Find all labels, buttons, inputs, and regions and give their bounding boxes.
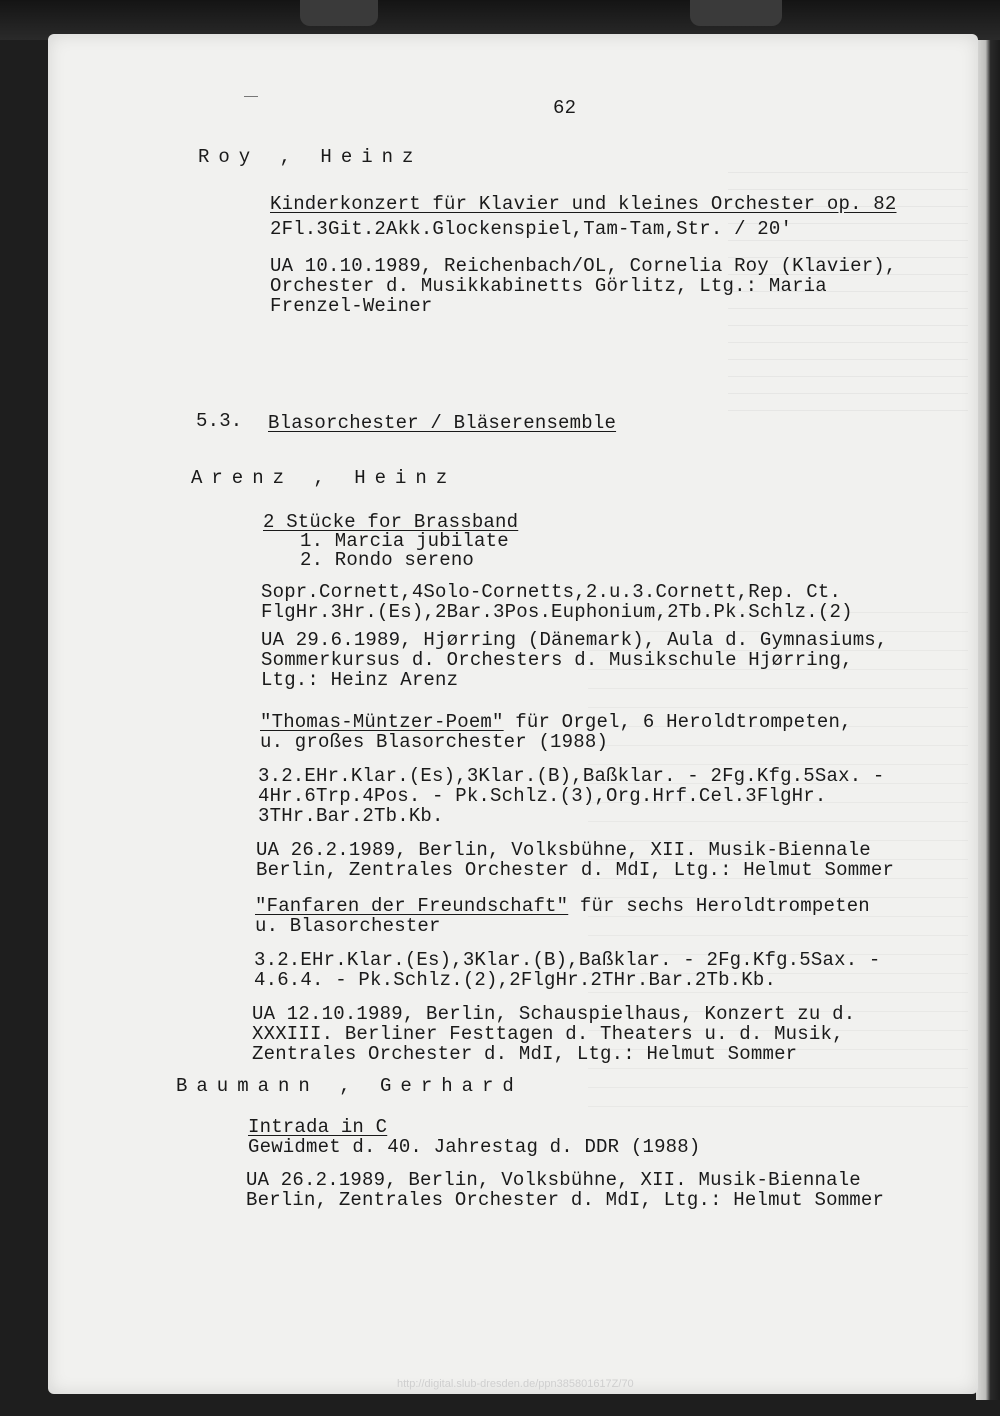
premiere-line: UA 26.2.1989, Berlin, Volksbühne, XII. Musik-Biennale (256, 839, 871, 861)
scan-mark (244, 96, 258, 97)
page-number: 62 (553, 97, 577, 119)
premiere-line: XXXIII. Berliner Festtagen d. Theaters u. d. Musik, (252, 1023, 844, 1045)
work-title: Kinderkonzert für Klavier und kleines Orchester op. 82 (270, 193, 897, 215)
work-title: "Fanfaren der Freundschaft" (255, 895, 569, 917)
movement-line: 1. Marcia jubilate (300, 530, 509, 552)
work-subtitle: u. Blasorchester (255, 915, 441, 937)
premiere-line: Berlin, Zentrales Orchester d. MdI, Ltg.: Helmut Sommer (246, 1189, 885, 1211)
work-scoring: 2Fl.3Git.2Akk.Glockenspiel,Tam-Tam,Str. / 20' (270, 218, 793, 240)
work-scoring: 3.2.EHr.Klar.(Es),3Klar.(B),Baßklar. - 2Fg.Kfg.5Sax. - (258, 765, 885, 787)
work-dedication: Gewidmet d. 40. Jahrestag d. DDR (1988) (248, 1136, 701, 1158)
scanner-clip-right (690, 0, 782, 26)
premiere-line: Frenzel-Weiner (270, 295, 433, 317)
premiere-line: Zentrales Orchester d. MdI, Ltg.: Helmut Sommer (252, 1043, 798, 1065)
premiere-line: UA 29.6.1989, Hjørring (Dänemark), Aula d. Gymnasiums, (261, 629, 888, 651)
page-edge-shadow (976, 40, 1000, 1400)
work-title: "Thomas-Müntzer-Poem" (260, 711, 504, 733)
composer-name-baumann: Baumann , Gerhard (176, 1075, 523, 1097)
movement-line: 2. Rondo sereno (300, 549, 475, 571)
premiere-line: Sommerkursus d. Orchesters d. Musikschule Hjørring, (261, 649, 853, 671)
work-title: Intrada in C (248, 1116, 388, 1138)
premiere-line: UA 10.10.1989, Reichenbach/OL, Cornelia Roy (Klavier), (270, 255, 897, 277)
premiere-line: Berlin, Zentrales Orchester d. MdI, Ltg.: Helmut Sommer (256, 859, 895, 881)
composer-name-roy: Roy , Heinz (198, 146, 423, 168)
section-number: 5.3. (196, 410, 243, 432)
premiere-line: UA 26.2.1989, Berlin, Volksbühne, XII. Musik-Biennale (246, 1169, 861, 1191)
work-subtitle: u. großes Blasorchester (1988) (260, 731, 609, 753)
work-title-rest: für sechs Heroldtrompeten (568, 895, 870, 917)
work-title-rest: für Orgel, 6 Heroldtrompeten, (503, 711, 852, 733)
work-title: 2 Stücke for Brassband (263, 511, 519, 533)
premiere-line: UA 12.10.1989, Berlin, Schauspielhaus, Konzert zu d. (252, 1003, 856, 1025)
document-page (48, 34, 978, 1394)
work-scoring: 3THr.Bar.2Tb.Kb. (258, 805, 444, 827)
work-scoring: 4Hr.6Trp.4Pos. - Pk.Schlz.(3),Org.Hrf.Cel.3FlgHr. (258, 785, 827, 807)
section-title: Blasorchester / Bläserensemble (268, 412, 617, 434)
work-scoring: 4.6.4. - Pk.Schlz.(2),2FlgHr.2THr.Bar.2Tb.Kb. (254, 969, 777, 991)
premiere-line: Ltg.: Heinz Arenz (261, 669, 459, 691)
scanner-clip-left (300, 0, 378, 26)
source-url: http://digital.slub-dresden.de/ppn385801617Z/70 (397, 1378, 634, 1390)
premiere-line: Orchester d. Musikkabinetts Görlitz, Ltg.: Maria (270, 275, 827, 297)
work-scoring: FlgHr.3Hr.(Es),2Bar.3Pos.Euphonium,2Tb.Pk.Schlz.(2) (261, 601, 853, 623)
composer-name-arenz: Arenz , Heinz (191, 467, 457, 489)
work-title-line (260, 712, 852, 733)
work-scoring: Sopr.Cornett,4Solo-Cornetts,2.u.3.Cornett,Rep. Ct. (261, 581, 842, 603)
work-title-line (255, 896, 870, 917)
work-scoring: 3.2.EHr.Klar.(Es),3Klar.(B),Baßklar. - 2Fg.Kfg.5Sax. - (254, 949, 881, 971)
